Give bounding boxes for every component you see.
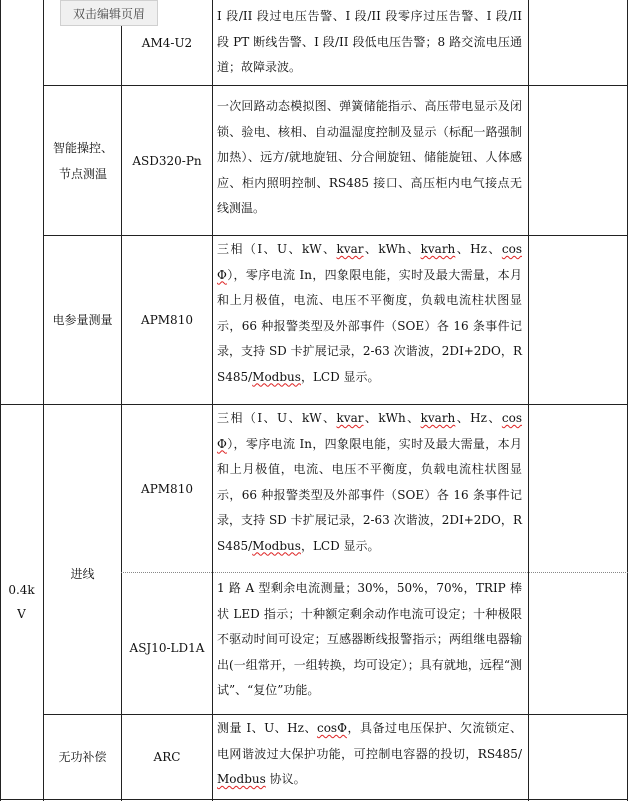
model-label: APM810 (141, 481, 193, 496)
voltage-cell (0, 405, 43, 799)
desc-text: 一次回路动态模拟图、弹簧储能指示、高压带电显示及闭锁、验电、核相、自动温湿度控制及显示（标配一路强制加热）、远方/就地旋钮、分合闸旋钮、储能旋钮、人体感应、柜内照明控制、RS485 接口、高压柜内电气接点无线测温。 (217, 99, 522, 215)
desc-text: 三相（I、U、kW、kvar、kWh、kvarh、Hz、cosΦ），零序电流 In，四象限电能，实时及最大需量，本月和上月极值，电流、电压不平衡度，负载电流柱状图显示，66 种报警类型及外部事件（SOE）各 16 条事件记录，支持 SD 卡扩展记录，2-63 次谐波，2DI+2DO，RS485/Modbus，LCD 显示。 (217, 242, 522, 384)
category-cell-row6 (44, 715, 121, 799)
model-cell-row5 (122, 573, 212, 714)
model-cell-row6 (122, 715, 212, 799)
model-cell-row2 (122, 86, 212, 235)
desc-cell-row4 (217, 406, 522, 559)
desc-cell-row5 (217, 576, 522, 704)
model-cell-row3 (122, 236, 212, 404)
model-label: ARC (153, 750, 181, 764)
voltage-label: 0.4k V (8, 583, 35, 621)
model-cell-row1 (122, 0, 212, 85)
model-label: AM4-U2 (141, 35, 193, 50)
desc-cell-row6 (217, 716, 522, 793)
desc-text: 1 路 A 型剩余电流测量；30%，50%，70%，TRIP 棒状 LED 指示；十种额定剩余动作电流可设定；十种极限不驱动时间可设定；互感器断线报警指示；两组继电器输出(一组常开，一组转换，均可设定）；具有就地，远程“测试”、“复位”功能。 (217, 581, 522, 697)
table-divider-col3 (212, 0, 213, 801)
table-divider-col4 (528, 0, 529, 801)
category-cell-row4 (44, 405, 121, 714)
desc-text: I 段/II 段过电压告警、I 段/II 段零序过压告警、I 段/II 段 PT 断线告警、I 段/II 段低电压告警；8 路交流电压通道；故障录波。 (217, 9, 522, 74)
header-edit-label[interactable]: 双击编辑页眉 (60, 0, 158, 26)
category-label: 电参量测量 (52, 313, 113, 327)
category-label: 智能操控、节点测温 (52, 140, 113, 181)
desc-text: 测量 I、U、Hz、cosΦ，具备过电压保护、欠流锁定、电网谐波过大保护功能，可控制电容器的投切，RS485/Modbus 协议。 (217, 721, 522, 786)
category-label: 无功补偿 (58, 750, 107, 764)
desc-cell-row3 (217, 237, 522, 390)
desc-cell-row2 (217, 94, 522, 222)
category-cell-row2 (50, 86, 116, 235)
category-cell-row3 (44, 236, 121, 404)
category-label: 进线 (70, 566, 95, 581)
model-cell-row4 (122, 405, 212, 572)
model-label: ASD320-Pn (132, 153, 202, 168)
model-label: ASJ10-LD1A (129, 640, 205, 655)
table-border-right (627, 0, 628, 801)
desc-text: 三相（I、U、kW、kvar、kWh、kvarh、Hz、cosΦ），零序电流 In，四象限电能，实时及最大需量，本月和上月极值，电流、电压不平衡度，负载电流柱状图显示，66 种报警类型及外部事件（SOE）各 16 条事件记录，支持 SD 卡扩展记录，2-63 次谐波，2DI+2DO，RS485/Modbus，LCD 显示。 (217, 411, 522, 553)
desc-cell-row1 (217, 4, 522, 81)
model-label: APM810 (141, 313, 193, 327)
table-border-bottom (0, 799, 628, 800)
